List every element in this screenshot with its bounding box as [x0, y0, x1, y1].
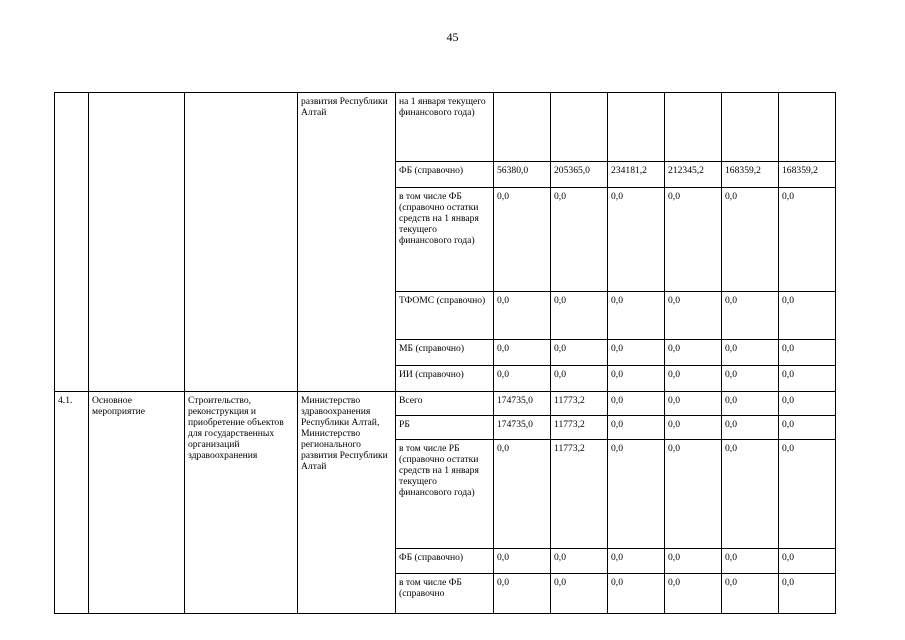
- value-cell: 0,0: [665, 440, 722, 549]
- value-cell: 0,0: [494, 549, 551, 574]
- value-cell: 234181,2: [608, 162, 665, 188]
- value-cell: 0,0: [608, 366, 665, 392]
- value-cell: 0,0: [779, 416, 836, 440]
- funding-source-cell: в том числе РБ (справочно остатки средств на 1 января текущего финансового года): [396, 440, 494, 549]
- value-cell: 0,0: [779, 549, 836, 574]
- responsible-cell: Министерство здравоохранения Республики Алтай, Министерство регионального развития Республики Алтай: [298, 392, 396, 614]
- value-cell: 0,0: [779, 574, 836, 614]
- value-cell: 0,0: [494, 574, 551, 614]
- value-cell: 168359,2: [722, 162, 779, 188]
- value-cell: 11773,2: [551, 392, 608, 416]
- value-cell: 0,0: [494, 440, 551, 549]
- value-cell: 0,0: [608, 416, 665, 440]
- funding-source-cell: РБ: [396, 416, 494, 440]
- value-cell: [722, 93, 779, 162]
- value-cell: 0,0: [608, 188, 665, 292]
- value-cell: 0,0: [551, 188, 608, 292]
- funding-source-cell: МБ (справочно): [396, 340, 494, 366]
- value-cell: 0,0: [608, 440, 665, 549]
- value-cell: 0,0: [665, 340, 722, 366]
- value-cell: 0,0: [551, 340, 608, 366]
- value-cell: 0,0: [665, 416, 722, 440]
- value-cell: 205365,0: [551, 162, 608, 188]
- value-cell: [665, 93, 722, 162]
- value-cell: 0,0: [779, 440, 836, 549]
- value-cell: 174735,0: [494, 416, 551, 440]
- value-cell: 0,0: [722, 440, 779, 549]
- code-cell: 4.1.: [55, 392, 89, 614]
- table-row: [55, 93, 836, 162]
- code-cell: [55, 93, 89, 392]
- value-cell: 0,0: [665, 188, 722, 292]
- value-cell: 0,0: [551, 549, 608, 574]
- value-cell: 0,0: [608, 392, 665, 416]
- value-cell: 0,0: [665, 366, 722, 392]
- value-cell: 0,0: [551, 292, 608, 340]
- value-cell: 0,0: [494, 366, 551, 392]
- value-cell: 0,0: [608, 549, 665, 574]
- value-cell: [551, 93, 608, 162]
- value-cell: 0,0: [722, 340, 779, 366]
- value-cell: [494, 93, 551, 162]
- value-cell: 0,0: [551, 366, 608, 392]
- funding-source-cell: Всего: [396, 392, 494, 416]
- value-cell: 56380,0: [494, 162, 551, 188]
- value-cell: 0,0: [494, 292, 551, 340]
- funding-source-cell: ИИ (справочно): [396, 366, 494, 392]
- value-cell: 0,0: [722, 392, 779, 416]
- value-cell: 0,0: [722, 549, 779, 574]
- value-cell: 0,0: [494, 340, 551, 366]
- value-cell: 0,0: [722, 188, 779, 292]
- budget-table: [54, 92, 836, 614]
- value-cell: 0,0: [722, 574, 779, 614]
- value-cell: 0,0: [722, 416, 779, 440]
- value-cell: 0,0: [779, 188, 836, 292]
- value-cell: 0,0: [551, 574, 608, 614]
- funding-source-cell: ФБ (справочно): [396, 549, 494, 574]
- responsible-cell: развития Республики Алтай: [298, 93, 396, 392]
- value-cell: [779, 93, 836, 162]
- value-cell: 0,0: [665, 392, 722, 416]
- value-cell: 0,0: [665, 549, 722, 574]
- name-cell: [185, 93, 298, 392]
- funding-source-cell: ФБ (справочно): [396, 162, 494, 188]
- value-cell: 0,0: [779, 340, 836, 366]
- value-cell: 0,0: [665, 292, 722, 340]
- value-cell: 11773,2: [551, 440, 608, 549]
- value-cell: 0,0: [608, 340, 665, 366]
- value-cell: 0,0: [494, 188, 551, 292]
- value-cell: 11773,2: [551, 416, 608, 440]
- value-cell: 0,0: [608, 574, 665, 614]
- value-cell: [608, 93, 665, 162]
- funding-source-cell: в том числе ФБ (справочно: [396, 574, 494, 614]
- value-cell: 0,0: [779, 292, 836, 340]
- table-row: [55, 392, 836, 416]
- value-cell: 174735,0: [494, 392, 551, 416]
- value-cell: 0,0: [779, 392, 836, 416]
- type-cell: Основное мероприятие: [89, 392, 185, 614]
- funding-source-cell: на 1 января текущего финансового года): [396, 93, 494, 162]
- funding-source-cell: ТФОМС (справочно): [396, 292, 494, 340]
- value-cell: 0,0: [722, 292, 779, 340]
- value-cell: 0,0: [608, 292, 665, 340]
- value-cell: 212345,2: [665, 162, 722, 188]
- page-number: 45: [446, 30, 459, 44]
- funding-source-cell: в том числе ФБ (справочно остатки средств на 1 января текущего финансового года): [396, 188, 494, 292]
- value-cell: 0,0: [779, 366, 836, 392]
- type-cell: [89, 93, 185, 392]
- value-cell: 168359,2: [779, 162, 836, 188]
- name-cell: Строительство, реконструкция и приобретение объектов для государственных организаций здравоохранения: [185, 392, 298, 614]
- value-cell: 0,0: [722, 366, 779, 392]
- value-cell: 0,0: [665, 574, 722, 614]
